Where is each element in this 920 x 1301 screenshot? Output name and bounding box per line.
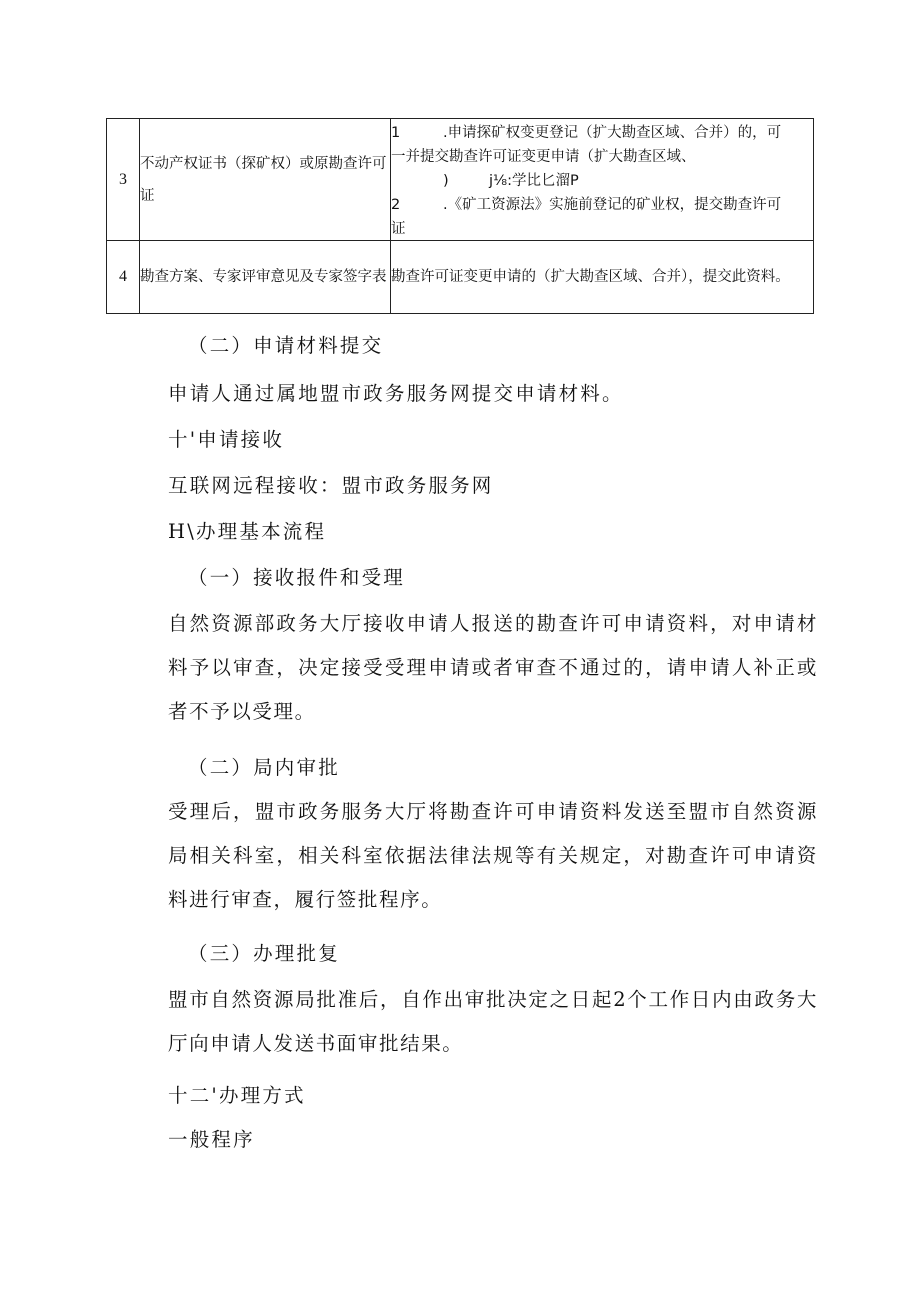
subheading-reply: （三）办理批复: [188, 942, 340, 965]
materials-table: [106, 118, 814, 314]
subheading-submit: （二）申请材料提交: [188, 334, 384, 357]
item-text: .《矿工资源法》实施前登记的矿业权，提交勘查许可: [443, 196, 782, 213]
row-number: 4: [107, 241, 140, 314]
receive-text: 互联网远程接收：盟市政务服务网: [168, 474, 494, 497]
item-text: .申请探矿权变更登记（扩大勘查区域、合并）的，可: [443, 124, 782, 141]
item-text: j⅛:学比匕溜P: [489, 172, 579, 189]
item-text: ): [443, 172, 449, 189]
material-description: [391, 119, 814, 241]
subheading-accept: （一）接收报件和受理: [188, 566, 406, 589]
item-text: 证: [391, 220, 406, 237]
subheading-approval: （二）局内审批: [188, 756, 340, 779]
item-text: 一并提交勘查许可证变更申请（扩大勘查区域、: [391, 148, 696, 165]
section-heading-process: H\办理基本流程: [168, 520, 327, 543]
item-number: 1: [391, 124, 401, 141]
section-heading-receive: 十'申请接收: [168, 428, 285, 451]
material-name: 勘查方案、专家评审意见及专家签字表: [140, 241, 391, 314]
paragraph-approval: 受理后，盟市政务服务大厅将勘查许可申请资料发送至盟市自然资源局相关科室，相关科室依据法律法规等有关规定，对勘查许可申请资料进行审查，履行签批程序。: [168, 800, 818, 911]
row-number: 3: [107, 119, 140, 241]
material-name: 不动产权证书（探矿权）或原勘查许可证: [140, 119, 391, 241]
table-row: [107, 119, 814, 241]
method-text: 一般程序: [168, 1128, 255, 1151]
submit-text: 申请人通过属地盟市政务服务网提交申请材料。: [168, 382, 624, 405]
paragraph-accept: 自然资源部政务大厅接收申请人报送的勘查许可申请资料，对申请材料予以审查，决定接受受理申请或者审查不通过的，请申请人补正或者不予以受理。: [168, 612, 818, 723]
table-row: [107, 241, 814, 314]
section-heading-method: 十二'办理方式: [168, 1084, 306, 1107]
paragraph-reply: 盟市自然资源局批准后，自作出审批决定之日起2个工作日内由政务大厅向申请人发送书面审批结果。: [168, 988, 818, 1055]
material-description: 勘查许可证变更申请的（扩大勘查区域、合并），提交此资料。: [391, 241, 814, 314]
item-number: 2: [391, 196, 401, 213]
